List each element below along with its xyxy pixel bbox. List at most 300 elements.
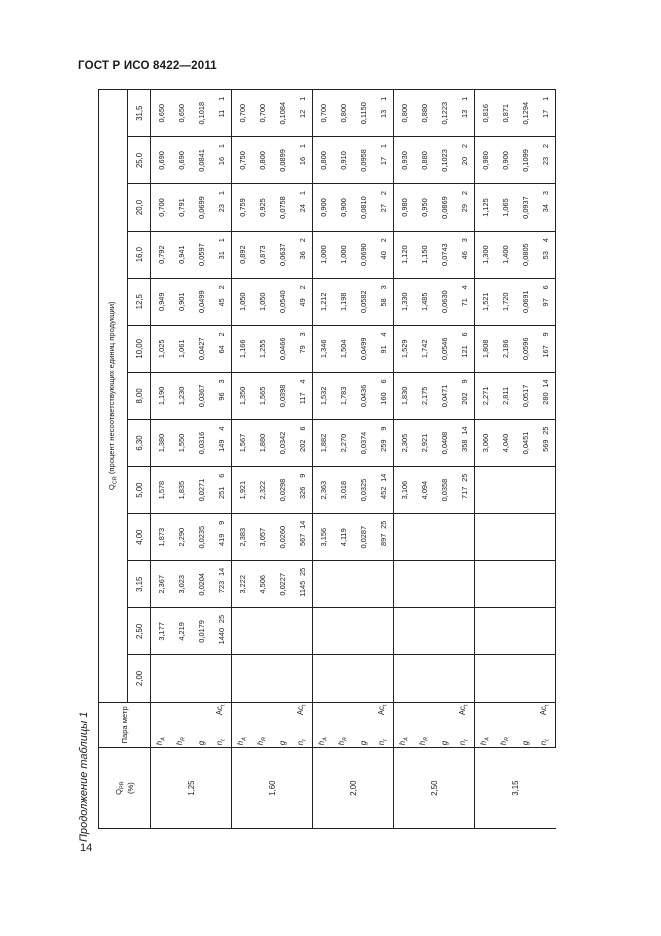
nt-ac-cell [373,467,394,514]
nt-value: 36 [297,251,307,260]
param-symbol: h [317,740,327,746]
ac-value: 25 [216,614,226,624]
param-symbol: n [377,740,387,746]
param-symbol: g [520,740,530,746]
table-row [333,90,353,829]
param-column-header [99,702,151,748]
nt-ac-cell [211,137,232,184]
hR-value-cell: 0,871 [495,90,515,137]
table-row [211,90,232,829]
table-row [292,90,313,829]
g-value-cell: 0,0517 [515,372,535,419]
ac-value: 25 [378,520,388,529]
param-label-cell [373,702,394,748]
hA-value-cell: 1,212 [313,278,334,325]
hA-value-cell [313,608,334,655]
param-subscript: A [322,737,329,741]
g-value-cell [353,561,373,608]
ac-value: 1 [297,143,307,149]
nt-value: 326 [297,486,307,499]
nt-ac-cell [211,184,232,231]
hR-value-cell [171,655,191,702]
ac-value: 3 [216,379,226,384]
nt-value: 12 [297,109,307,118]
g-value-cell: 0,0743 [434,231,454,278]
nt-value: 452 [378,486,388,499]
nt-ac-cell [373,561,394,608]
ac-value: 6 [216,473,226,478]
hR-value-cell [495,561,515,608]
hA-value-cell [313,655,334,702]
param-subscript: t [544,739,551,741]
g-value-cell [515,561,535,608]
hR-value-cell [414,561,434,608]
qcr-value-header: 31,5 [128,90,151,137]
nt-value: 23 [540,156,550,166]
hR-value-cell: 1,000 [333,231,353,278]
g-value-cell: 0,0499 [191,278,211,325]
ac-value: 6 [378,379,388,384]
hA-value-cell: 0,690 [151,137,172,184]
g-value-cell: 0,0596 [515,325,535,372]
nt-ac-cell [211,231,232,278]
nt-value: 45 [216,298,226,307]
nt-ac-cell [454,372,475,419]
g-value-cell: 0,0597 [191,231,211,278]
hR-value-cell: 0,791 [171,184,191,231]
hR-value-cell: 1,783 [333,372,353,419]
param-symbol: h [398,740,408,746]
table-row [414,90,434,829]
g-value-cell: 0,0287 [353,514,373,561]
param-label-cell [434,702,454,748]
param-label-cell [252,702,272,748]
g-value-cell [434,561,454,608]
hA-value-cell: 1,346 [313,325,334,372]
ac-value: 25 [459,473,469,482]
table-region [98,89,551,829]
hR-value-cell: 1,720 [495,278,515,325]
ac-label [296,705,308,716]
table-row [252,90,272,829]
hA-value-cell: 1,529 [394,325,415,372]
ac-value: 25 [540,426,550,435]
nt-value: 17 [378,156,388,166]
hA-value-cell: 0,759 [232,184,253,231]
ac-subscript: t [544,704,551,707]
g-value-cell: 0,0427 [191,325,211,372]
ac-value: 1 [297,191,307,196]
nt-value: 149 [216,439,226,452]
param-symbol: n [296,740,306,746]
nt-value: 117 [297,392,307,405]
nt-ac-cell [292,278,313,325]
hA-value-cell: 3,222 [232,561,253,608]
hR-value-cell: 1,050 [252,278,272,325]
nt-value: 27 [378,204,388,213]
table-row [313,90,334,829]
ac-value: 3 [459,238,469,243]
hR-value-cell [495,655,515,702]
ac-value: 9 [378,426,388,431]
nt-ac-cell [373,372,394,419]
nt-ac-cell [373,231,394,278]
param-subscript: R [342,736,349,741]
param-label-cell [495,702,515,748]
hR-value-cell: 3,057 [252,514,272,561]
hA-value-cell: 0,980 [394,184,415,231]
g-value-cell: 0,0810 [353,184,373,231]
qcr-description: (процент несоответствующих единиц продукции) [107,301,117,475]
nt-value: 53 [540,251,550,260]
g-value-cell [515,514,535,561]
ac-value: 1 [216,238,226,243]
g-value-cell: 0,0374 [353,419,373,466]
nt-value: 40 [378,251,388,260]
g-value-cell: 0,0179 [191,608,211,655]
param-symbol: h [479,740,489,746]
hR-value-cell: 1,565 [252,372,272,419]
nt-ac-cell [292,467,313,514]
g-value-cell [272,608,292,655]
qpr-unit: (%) [125,782,135,795]
table-row [434,90,454,829]
hA-value-cell: 1,521 [475,278,496,325]
g-value-cell [515,467,535,514]
table-row [535,90,556,829]
hR-value-cell: 0,650 [171,90,191,137]
qcr-subscript: CR [112,476,119,485]
nt-ac-cell [373,137,394,184]
nt-value: 723 [216,580,226,594]
hA-value-cell: 1,050 [232,278,253,325]
nt-ac-cell [211,372,232,419]
ac-value: 1 [540,96,550,101]
g-value-cell: 0,0630 [434,278,454,325]
nt-value: 31 [216,251,226,260]
nt-ac-cell [535,184,556,231]
param-symbol: h [337,740,347,746]
qpr-value-cell: 2,50 [394,748,475,829]
hR-value-cell: 0,900 [495,137,515,184]
param-symbol: h [418,740,428,746]
param-label-cell [454,702,475,748]
hA-value-cell: 3,060 [475,419,496,466]
ac-value: 14 [540,379,550,388]
table-row [191,90,211,829]
g-value-cell: 0,0325 [353,467,373,514]
g-value-cell: 0,0436 [353,372,373,419]
param-label-cell [151,702,172,748]
hA-value-cell: 0,650 [151,90,172,137]
param-label-cell [414,702,434,748]
nt-ac-cell [211,561,232,608]
nt-ac-cell [373,514,394,561]
qcr-value-header: 6,30 [128,419,151,466]
g-value-cell: 0,0316 [191,419,211,466]
qcr-value-header: 12,5 [128,278,151,325]
hA-value-cell: 0,792 [151,231,172,278]
ac-label [377,705,389,716]
g-value-cell: 0,0869 [434,184,454,231]
hR-value-cell: 2,921 [414,419,434,466]
nt-ac-cell [535,608,556,655]
hR-value-cell: 0,910 [333,137,353,184]
nt-value: 29 [459,204,469,213]
qcr-value-header: 8,00 [128,372,151,419]
hR-value-cell: 4,040 [495,419,515,466]
qpr-column-header [99,748,151,829]
table-row [454,90,475,829]
hR-value-cell [495,514,515,561]
hA-value-cell: 2,271 [475,372,496,419]
hR-value-cell: 0,690 [171,137,191,184]
hA-value-cell: 1,190 [151,372,172,419]
hA-value-cell [394,655,415,702]
nt-ac-cell [373,90,394,137]
hA-value-cell [232,655,253,702]
hA-value-cell: 1,120 [394,231,415,278]
qcr-value-header: 10,00 [128,325,151,372]
hR-value-cell: 1,061 [171,325,191,372]
ac-value: 1 [459,96,469,101]
hA-value-cell: 1,000 [313,231,334,278]
table-body [151,90,556,829]
qcr-group-header [99,90,128,703]
ac-value: 3 [297,332,307,337]
ac-value: 1 [216,143,226,149]
g-value-cell: 0,0358 [434,467,454,514]
nt-ac-cell [454,278,475,325]
hR-value-cell: 2,186 [495,325,515,372]
nt-ac-cell [373,655,394,702]
table-row [373,90,394,829]
hA-value-cell: 0,700 [151,184,172,231]
param-symbol: g [358,740,368,746]
nt-ac-cell [454,231,475,278]
nt-value: 16 [216,156,226,166]
table-continuation-label: Продолжение таблицы 1 [78,711,90,842]
hR-value-cell: 1,485 [414,278,434,325]
qcr-value-header: 3,15 [128,561,151,608]
param-symbol: h [256,740,266,746]
hA-value-cell: 3,156 [313,514,334,561]
hA-value-cell [475,608,496,655]
hR-value-cell [414,655,434,702]
ac-value: 4 [540,238,550,243]
hA-value-cell [232,608,253,655]
nt-ac-cell [535,561,556,608]
hR-value-cell: 0,800 [333,90,353,137]
param-subscript: t [301,739,308,741]
nt-ac-cell [535,372,556,419]
g-value-cell: 0,0841 [191,137,211,184]
ac-subscript: t [301,704,308,707]
nt-value: 49 [297,298,307,307]
page-number: 14 [80,842,93,854]
hR-value-cell: 0,941 [171,231,191,278]
param-subscript: t [382,739,389,741]
ac-subscript: t [220,704,227,707]
hR-value-cell: 0,900 [333,184,353,231]
ac-symbol: Ac [215,706,225,716]
nt-ac-cell [292,419,313,466]
nt-ac-cell [454,184,475,231]
nt-value: 23 [216,204,226,213]
nt-value: 20 [459,156,469,166]
g-value-cell: 0,1223 [434,90,454,137]
hA-value-cell [475,514,496,561]
hA-value-cell: 1,567 [232,419,253,466]
qcr-value-header: 16,0 [128,231,151,278]
nt-ac-cell [292,372,313,419]
hA-value-cell: 1,380 [151,419,172,466]
hR-value-cell: 2,811 [495,372,515,419]
param-symbol: n [458,740,468,746]
ac-value: 6 [297,426,307,431]
g-value-cell [353,655,373,702]
param-symbol: h [175,740,185,746]
ac-value: 3 [540,191,550,196]
hR-value-cell [252,655,272,702]
hR-value-cell: 0,950 [414,184,434,231]
hA-value-cell: 2,383 [232,514,253,561]
hR-value-cell: 4,119 [333,514,353,561]
ac-label [215,705,227,716]
ac-value: 4 [459,285,469,290]
hA-value-cell: 2,367 [151,561,172,608]
nt-ac-cell [292,608,313,655]
g-value-cell: 0,0204 [191,561,211,608]
g-value-cell: 0,0637 [272,231,292,278]
g-value-cell: 0,0408 [434,419,454,466]
param-label-cell [292,702,313,748]
g-value-cell: 0,1084 [272,90,292,137]
hA-value-cell: 0,800 [394,90,415,137]
hR-value-cell [495,608,515,655]
ac-value: 9 [540,332,550,337]
qcr-value-header: 5,00 [128,467,151,514]
param-symbol: h [236,740,246,746]
ac-symbol: Ac [296,706,306,716]
qpr-value-cell: 2,00 [313,748,394,829]
table-row [515,90,535,829]
hA-value-cell: 2,363 [313,467,334,514]
hA-value-cell [394,608,415,655]
hA-value-cell: 0,816 [475,90,496,137]
nt-ac-cell [373,608,394,655]
param-label-cell [394,702,415,748]
g-value-cell: 0,0298 [272,467,292,514]
ac-value: 9 [459,379,469,384]
hA-value-cell: 0,750 [232,137,253,184]
ac-value: 3 [378,285,388,290]
ac-value: 25 [297,567,307,577]
param-label-cell [475,702,496,748]
hR-value-cell: 1,065 [495,184,515,231]
ac-value: 1 [378,143,388,149]
hA-value-cell [394,561,415,608]
nt-value: 259 [378,439,388,452]
param-subscript: R [504,736,511,741]
g-value-cell: 0,0499 [353,325,373,372]
hR-value-cell: 0,880 [414,137,434,184]
param-symbol: g [277,740,287,746]
nt-ac-cell [535,514,556,561]
hR-value-cell: 0,700 [252,90,272,137]
param-subscript: R [423,736,430,741]
ac-value: 6 [540,285,550,290]
nt-value: 13 [459,109,469,118]
nt-ac-cell [211,278,232,325]
qpr-value-cell: 1,60 [232,748,313,829]
hR-value-cell: 3,018 [333,467,353,514]
hR-value-cell: 0,901 [171,278,191,325]
ac-label [458,705,470,716]
param-label-cell [353,702,373,748]
g-value-cell: 0,1294 [515,90,535,137]
nt-ac-cell [211,90,232,137]
g-value-cell [434,608,454,655]
ac-value: 2 [459,191,469,196]
nt-value: 1440 [216,627,226,645]
nt-ac-cell [211,467,232,514]
nt-value: 96 [216,392,226,401]
ac-symbol: Ac [377,706,387,716]
g-value-cell [353,608,373,655]
nt-ac-cell [292,184,313,231]
hR-value-cell: 2,290 [171,514,191,561]
nt-ac-cell [454,137,475,184]
g-value-cell: 0,1099 [515,137,535,184]
param-symbol: h [155,740,165,746]
nt-value: 280 [540,392,550,405]
ac-value: 4 [297,379,307,384]
nt-value: 419 [216,533,226,547]
g-value-cell: 0,0699 [191,184,211,231]
param-subscript: A [241,737,248,741]
nt-value: 567 [297,533,307,547]
nt-ac-cell [292,325,313,372]
nt-value: 202 [297,439,307,452]
nt-ac-cell [535,467,556,514]
hR-value-cell: 0,800 [252,137,272,184]
g-value-cell: 0,0342 [272,419,292,466]
table-row [353,90,373,829]
qcr-value-header: 2,50 [128,608,151,655]
nt-value: 24 [297,204,307,213]
nt-ac-cell [292,90,313,137]
nt-value: 1145 [297,580,307,597]
g-value-cell [515,608,535,655]
hR-value-cell: 1,504 [333,325,353,372]
hA-value-cell: 1,025 [151,325,172,372]
param-symbol: h [499,740,509,746]
nt-ac-cell [373,325,394,372]
hA-value-cell [475,467,496,514]
nt-value: 160 [378,392,388,405]
g-value-cell: 0,0540 [272,278,292,325]
hR-value-cell [252,608,272,655]
nt-ac-cell [292,561,313,608]
g-value-cell [191,655,211,702]
ac-label [539,705,551,716]
hR-value-cell: 1,150 [414,231,434,278]
hR-value-cell: 1,880 [252,419,272,466]
ac-value: 2 [378,238,388,243]
g-value-cell [515,655,535,702]
nt-ac-cell [292,137,313,184]
